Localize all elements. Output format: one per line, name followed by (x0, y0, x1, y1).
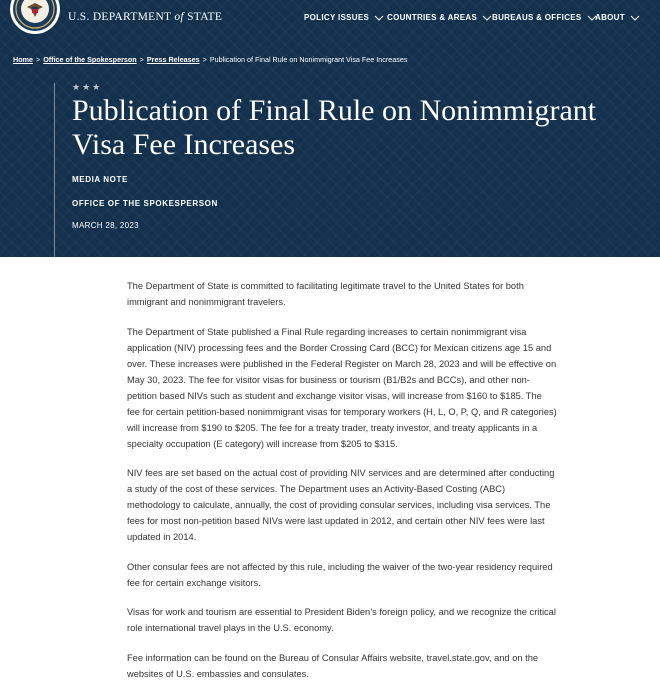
article-office[interactable]: OFFICE OF THE SPOKESPERSON (72, 199, 218, 208)
article-paragraph: Fee information can be found on the Bureau of Consular Affairs website, travel.state.gov, and on the websites of U.S. embassies and consulates. (127, 652, 539, 679)
site-title[interactable] (68, 11, 222, 23)
chevron-down-icon (482, 14, 492, 22)
breadcrumb-home[interactable]: Home (13, 55, 33, 64)
article-paragraph: The Department of State published a Final Rule regarding increases to certain nonimmigrant visa application (NIV) processing fees and the Border Crossing Card (BCC) for Mexican citizens age 15 and over. These increases were published in the Federal Register on March 28, 2023 and will be effective on May 30, 2023. The fee for visitor visas for business or tourism (B1/B2s and BCCs), and other non-petition based NIVs such as student and exchange visitor visas, will increase from $160 to $185. The fee for certain petition-based nonimmigrant visas for temporary workers (H, L, O, P, Q, and R categories) will increase from $190 to $205. The fee for a treaty trader, treaty investor, and treaty applicants in a specialty occupation (E category) will increase from $205 to $315. (127, 326, 557, 449)
page-hero (0, 0, 660, 257)
page-title: Publication of Final Rule on Nonimmigrant Visa Fee Increases (72, 94, 597, 161)
nav-policy-issues[interactable] (304, 13, 384, 22)
site-title-post: STATE (187, 11, 223, 23)
article-paragraph: Other consular fees are not affected by this rule, including the waiver of the two-year residency required fee for certain exchange visitors. (127, 561, 553, 588)
article-date: MARCH 28, 2023 (72, 221, 139, 230)
breadcrumb-separator: > (139, 55, 144, 64)
article-paragraph: Visas for work and tourism are essential to President Biden’s foreign policy, and we recognize the critical role international travel plays in the U.S. economy. (127, 607, 556, 633)
nav-label: ABOUT (595, 13, 625, 22)
nav-countries-areas[interactable] (387, 13, 492, 22)
breadcrumb-press-releases[interactable]: Press Releases (146, 55, 200, 64)
article-paragraph: The Department of State is committed to facilitating legitimate travel to the United States for both immigrant and nonimmigrant travelers. (127, 281, 524, 307)
article-type: MEDIA NOTE (72, 175, 128, 184)
nav-about[interactable] (595, 13, 640, 22)
hero-divider (54, 83, 55, 257)
breadcrumb-current: Publication of Final Rule on Nonimmigrant Visa Fee Increases (209, 55, 408, 64)
article-body (127, 278, 557, 695)
breadcrumb (13, 55, 407, 64)
top-navigation-bar (0, 0, 660, 38)
article-paragraph: NIV fees are set based on the actual cost of providing NIV services and are determined after conducting a study of the cost of these services. The Department uses an Activity-Based Costing (ABC) methodology to calculate, annually, the cost of providing consular services, including visa services. The fees for most non-petition based NIVs were last updated in 2012, and certain other NIV fees were last updated in 2014. (127, 468, 555, 542)
breadcrumb-separator: > (202, 55, 207, 64)
nav-bureaus-offices[interactable] (492, 13, 597, 22)
site-title-of: of (174, 11, 184, 23)
chevron-down-icon (630, 14, 640, 22)
nav-label: POLICY ISSUES (304, 13, 370, 22)
star-ornament: ★★★ (72, 82, 103, 92)
nav-label: BUREAUS & OFFICES (492, 13, 582, 22)
department-seal-icon[interactable] (9, 0, 61, 35)
nav-label: COUNTRIES & AREAS (387, 13, 478, 22)
chevron-down-icon (374, 14, 384, 22)
breadcrumb-separator: > (35, 55, 41, 64)
breadcrumb-office-of-the-spokesperson[interactable]: Office of the Spokesperson (43, 55, 137, 64)
site-title-pre: U.S. DEPARTMENT (68, 11, 172, 23)
